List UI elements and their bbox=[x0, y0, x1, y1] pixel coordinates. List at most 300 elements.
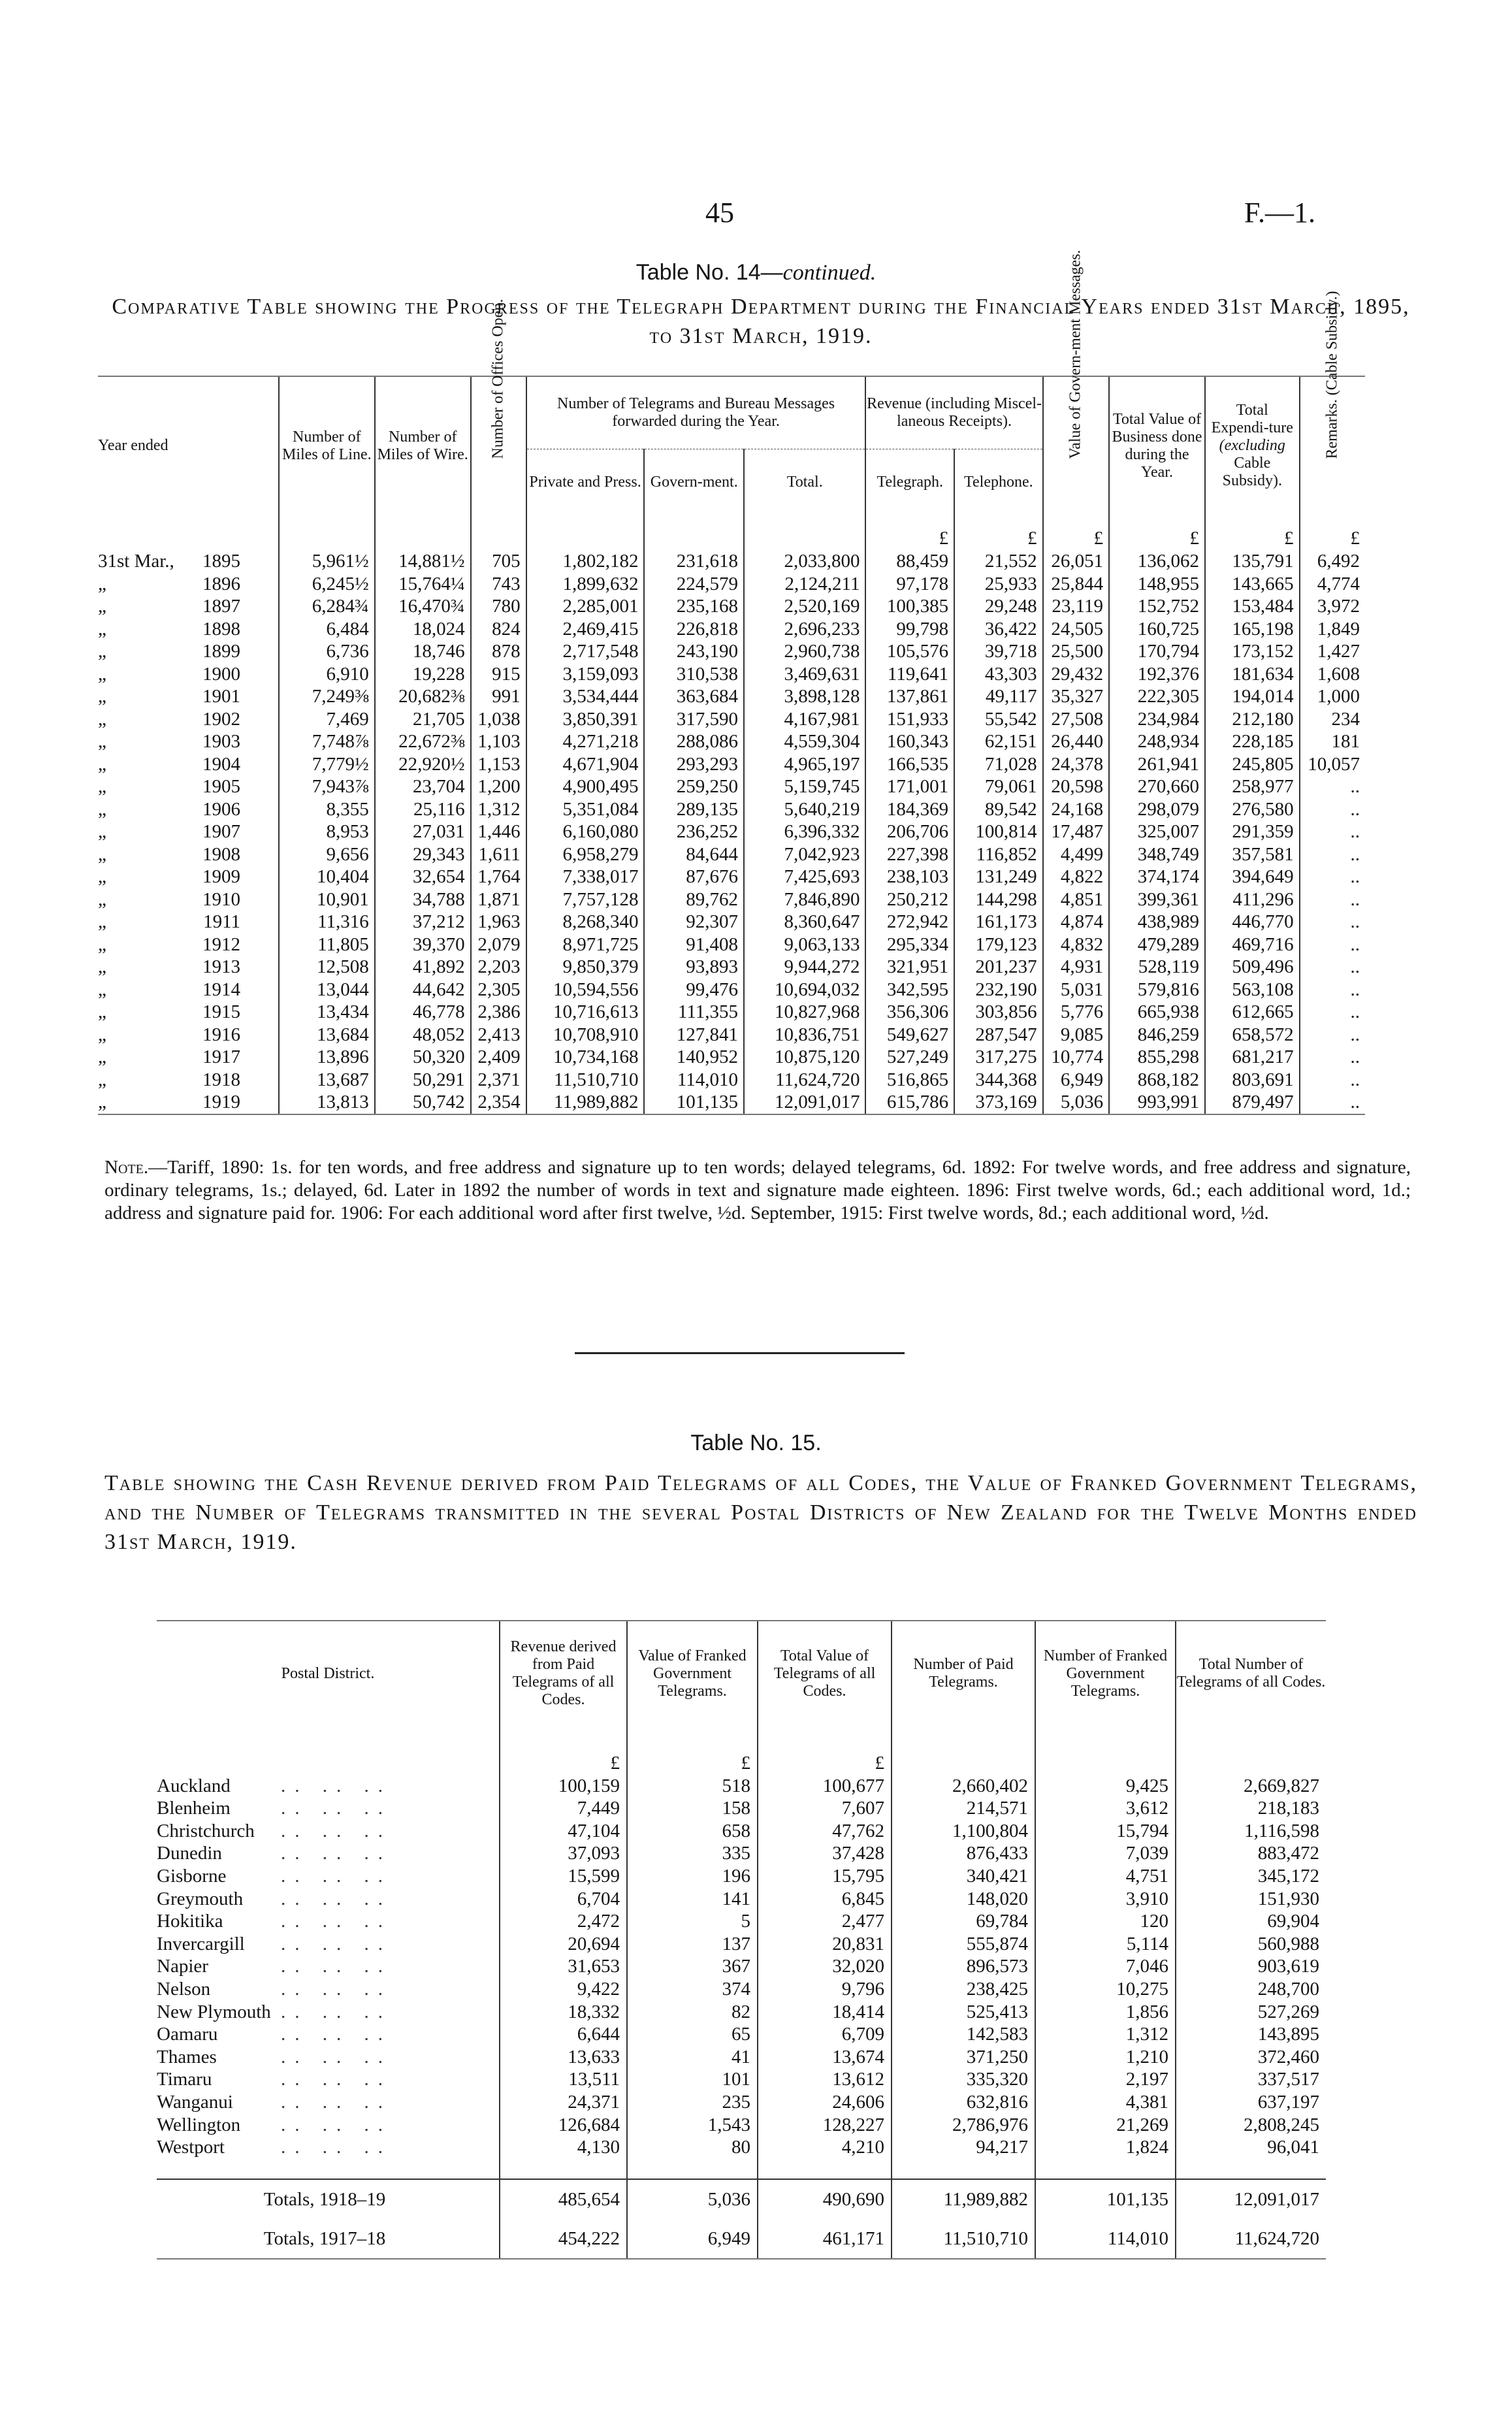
table-row bbox=[98, 933, 1365, 956]
cell-tn: 143,895 bbox=[1176, 2023, 1326, 2046]
cell-pn: 2,786,976 bbox=[892, 2114, 1035, 2137]
cell-fv: 80 bbox=[627, 2136, 758, 2179]
header-total-value: Total Value of Telegrams of all Codes. bbox=[758, 1621, 892, 1726]
cell-rm: .. bbox=[1300, 911, 1365, 933]
year-value: 1903 bbox=[202, 731, 240, 752]
cell-fn: 1,210 bbox=[1035, 2046, 1176, 2069]
cell-gv: 84,644 bbox=[644, 843, 744, 866]
leader-dots: .. .. .. bbox=[281, 1843, 392, 1864]
table-row bbox=[98, 753, 1365, 776]
cell-tt: 10,875,120 bbox=[744, 1046, 865, 1069]
header-expenditure-text: Total Expendi-ture bbox=[1211, 402, 1293, 436]
cell-fv: 41 bbox=[627, 2046, 758, 2069]
year-value: 1900 bbox=[202, 663, 240, 685]
totals-rv: 485,654 bbox=[500, 2179, 627, 2219]
page-number: 45 bbox=[705, 197, 734, 229]
cell-rm: .. bbox=[1300, 820, 1365, 843]
cell-rm: 4,774 bbox=[1300, 573, 1365, 596]
cell-tg: 166,535 bbox=[865, 753, 954, 776]
cell-fn: 9,425 bbox=[1035, 1775, 1176, 1798]
header-district: Postal District. bbox=[157, 1621, 500, 1726]
cell-mw: 50,742 bbox=[375, 1091, 471, 1114]
cell-pr: 2,717,548 bbox=[526, 640, 645, 663]
cell-tt: 10,827,968 bbox=[744, 1001, 865, 1024]
table-row bbox=[98, 595, 1365, 618]
table14-note bbox=[105, 1156, 1411, 1225]
year-value: 1908 bbox=[202, 843, 240, 865]
cell-bu: 528,119 bbox=[1109, 956, 1205, 979]
cell-ex: 658,572 bbox=[1205, 1024, 1300, 1046]
year-month: „ bbox=[98, 641, 106, 662]
pound-sign: £ bbox=[1109, 515, 1205, 550]
cell-fv: 141 bbox=[627, 1888, 758, 1911]
cell-mw: 18,746 bbox=[375, 640, 471, 663]
cell-gv: 231,618 bbox=[644, 550, 744, 573]
cell-of: 743 bbox=[471, 573, 526, 596]
totals-fn: 101,135 bbox=[1035, 2179, 1176, 2219]
year-month: „ bbox=[98, 843, 106, 865]
cell-gv: 87,676 bbox=[644, 866, 744, 888]
cell-pr: 8,971,725 bbox=[526, 933, 645, 956]
year-month: „ bbox=[98, 911, 106, 932]
note-text: —Tariff, 1890: 1s. for ten words, and free address and signature up to ten words; delayed telegrams, 6d. 1892: For twelve words, and free address and signature, ordinary telegrams, 1s.; delayed, 6d. Later in 1892 the number of words in text and signature made eighteen. 1896: First twelve words, 6d.; each additional word, 1d.; address and signature paid for. 1906: For each additional word after first twelve, ½d. September, 1915: First twelve words, 8d.; each additional word, ½d. bbox=[105, 1157, 1411, 1223]
cell-tt: 12,091,017 bbox=[744, 1091, 865, 1114]
district-cell bbox=[157, 1797, 500, 1820]
cell-tp: 71,028 bbox=[954, 753, 1043, 776]
cell-ex: 245,805 bbox=[1205, 753, 1300, 776]
table-row bbox=[98, 1069, 1365, 1092]
year-value: 1907 bbox=[202, 821, 240, 842]
district-cell bbox=[157, 1955, 500, 1978]
cell-gv: 289,135 bbox=[644, 798, 744, 821]
cell-gv: 111,355 bbox=[644, 1001, 744, 1024]
cell-pn: 2,660,402 bbox=[892, 1775, 1035, 1798]
cell-tg: 356,306 bbox=[865, 1001, 954, 1024]
totals-tv: 490,690 bbox=[758, 2179, 892, 2219]
cell-mw: 37,212 bbox=[375, 911, 471, 933]
cell-tp: 232,190 bbox=[954, 979, 1043, 1001]
cell-vg: 20,598 bbox=[1043, 775, 1109, 798]
cell-fn: 3,910 bbox=[1035, 1888, 1176, 1911]
cell-bu: 248,934 bbox=[1109, 730, 1205, 753]
page-reference: F.—1. bbox=[1244, 197, 1315, 229]
cell-bu: 148,955 bbox=[1109, 573, 1205, 596]
cell-gv: 259,250 bbox=[644, 775, 744, 798]
cell-mw: 50,320 bbox=[375, 1046, 471, 1069]
cell-mw: 50,291 bbox=[375, 1069, 471, 1092]
cell-tt: 2,520,169 bbox=[744, 595, 865, 618]
cell-pr: 4,271,218 bbox=[526, 730, 645, 753]
cell-ml: 6,910 bbox=[279, 663, 375, 686]
cell-tg: 238,103 bbox=[865, 866, 954, 888]
year-month: „ bbox=[98, 979, 106, 1000]
cell-of: 2,354 bbox=[471, 1091, 526, 1114]
cell-of: 915 bbox=[471, 663, 526, 686]
cell-fv: 137 bbox=[627, 1933, 758, 1956]
year-value: 1914 bbox=[202, 979, 240, 1000]
cell-tv: 18,414 bbox=[758, 2001, 892, 2024]
cell-of: 824 bbox=[471, 618, 526, 641]
year-month: „ bbox=[98, 708, 106, 730]
table14-title-text: Table No. 14— bbox=[635, 260, 783, 285]
cell-pr: 7,338,017 bbox=[526, 866, 645, 888]
totals-pn: 11,989,882 bbox=[892, 2179, 1035, 2219]
cell-bu: 136,062 bbox=[1109, 550, 1205, 573]
cell-pn: 876,433 bbox=[892, 1842, 1035, 1865]
cell-of: 1,103 bbox=[471, 730, 526, 753]
cell-tp: 131,249 bbox=[954, 866, 1043, 888]
district-name: Auckland bbox=[157, 1775, 231, 1796]
cell-ml: 7,943⅞ bbox=[279, 775, 375, 798]
cell-bu: 160,725 bbox=[1109, 618, 1205, 641]
cell-tp: 161,173 bbox=[954, 911, 1043, 933]
header-miles-wire: Number of Miles of Wire. bbox=[375, 376, 471, 515]
cell-tp: 79,061 bbox=[954, 775, 1043, 798]
cell-tv: 6,709 bbox=[758, 2023, 892, 2046]
table14-caption: Comparative Table showing the Progress of the Telegraph Department during the Financial Years ended 31st March, 1895, to 31st March, 1919. bbox=[112, 295, 1410, 348]
cell-of: 2,371 bbox=[471, 1069, 526, 1092]
header-expenditure-rest: Cable Subsidy). bbox=[1222, 455, 1282, 489]
cell-vg: 4,499 bbox=[1043, 843, 1109, 866]
cell-pr: 3,850,391 bbox=[526, 708, 645, 731]
cell-ml: 12,508 bbox=[279, 956, 375, 979]
cell-tv: 6,845 bbox=[758, 1888, 892, 1911]
table-row bbox=[98, 663, 1365, 686]
year-month: „ bbox=[98, 776, 106, 797]
year-cell bbox=[98, 573, 279, 596]
header-revenue: Revenue derived from Paid Telegrams of all Codes. bbox=[500, 1621, 627, 1726]
cell-vg: 6,949 bbox=[1043, 1069, 1109, 1092]
cell-rv: 7,449 bbox=[500, 1797, 627, 1820]
cell-rm: .. bbox=[1300, 843, 1365, 866]
year-value: 1904 bbox=[202, 753, 240, 775]
district-cell bbox=[157, 2023, 500, 2046]
cell-tv: 13,674 bbox=[758, 2046, 892, 2069]
year-cell bbox=[98, 1046, 279, 1069]
cell-bu: 868,182 bbox=[1109, 1069, 1205, 1092]
cell-fn: 4,381 bbox=[1035, 2091, 1176, 2114]
district-cell bbox=[157, 1842, 500, 1865]
cell-tt: 5,640,219 bbox=[744, 798, 865, 821]
pound-sign: £ bbox=[1205, 515, 1300, 550]
year-value: 1899 bbox=[202, 641, 240, 662]
totals-fv: 6,949 bbox=[627, 2219, 758, 2259]
header-revenue-group: Revenue (including Miscel-laneous Receipts). bbox=[865, 376, 1042, 449]
year-cell bbox=[98, 595, 279, 618]
year-value: 1896 bbox=[202, 573, 240, 594]
cell-of: 1,200 bbox=[471, 775, 526, 798]
pound-sign: £ bbox=[865, 515, 954, 550]
cell-pr: 9,850,379 bbox=[526, 956, 645, 979]
totals-label: Totals, 1917–18 bbox=[157, 2219, 500, 2259]
year-cell bbox=[98, 933, 279, 956]
cell-of: 1,611 bbox=[471, 843, 526, 866]
cell-ex: 228,185 bbox=[1205, 730, 1300, 753]
year-cell bbox=[98, 843, 279, 866]
cell-tp: 287,547 bbox=[954, 1024, 1043, 1046]
cell-tn: 527,269 bbox=[1176, 2001, 1326, 2024]
table-row bbox=[98, 956, 1365, 979]
cell-gv: 293,293 bbox=[644, 753, 744, 776]
cell-pr: 4,900,495 bbox=[526, 775, 645, 798]
cell-tt: 4,965,197 bbox=[744, 753, 865, 776]
cell-vg: 25,844 bbox=[1043, 573, 1109, 596]
cell-tg: 160,343 bbox=[865, 730, 954, 753]
cell-ex: 446,770 bbox=[1205, 911, 1300, 933]
table14-title bbox=[0, 260, 1512, 285]
cell-gv: 91,408 bbox=[644, 933, 744, 956]
cell-gv: 140,952 bbox=[644, 1046, 744, 1069]
year-value: 1895 bbox=[202, 551, 240, 572]
cell-tp: 29,248 bbox=[954, 595, 1043, 618]
cell-rm: .. bbox=[1300, 933, 1365, 956]
cell-gv: 114,010 bbox=[644, 1069, 744, 1092]
table-row bbox=[98, 618, 1365, 641]
cell-pn: 340,421 bbox=[892, 1865, 1035, 1888]
header-remarks bbox=[1300, 291, 1365, 515]
header-franked-value: Value of Franked Government Telegrams. bbox=[627, 1621, 758, 1726]
cell-gv: 363,684 bbox=[644, 685, 744, 708]
year-cell bbox=[98, 730, 279, 753]
cell-ex: 165,198 bbox=[1205, 618, 1300, 641]
cell-rm: .. bbox=[1300, 1091, 1365, 1114]
cell-tn: 903,619 bbox=[1176, 1955, 1326, 1978]
cell-ex: 291,359 bbox=[1205, 820, 1300, 843]
cell-of: 1,871 bbox=[471, 888, 526, 911]
cell-tv: 128,227 bbox=[758, 2114, 892, 2137]
cell-bu: 438,989 bbox=[1109, 911, 1205, 933]
cell-ml: 13,044 bbox=[279, 979, 375, 1001]
cell-vg: 4,851 bbox=[1043, 888, 1109, 911]
leader-dots: .. .. .. bbox=[281, 2069, 392, 2090]
cell-gv: 236,252 bbox=[644, 820, 744, 843]
cell-tp: 373,169 bbox=[954, 1091, 1043, 1114]
cell-pn: 371,250 bbox=[892, 2046, 1035, 2069]
table-row bbox=[98, 775, 1365, 798]
cell-tg: 227,398 bbox=[865, 843, 954, 866]
table-row bbox=[98, 888, 1365, 911]
cell-ml: 13,687 bbox=[279, 1069, 375, 1092]
year-value: 1917 bbox=[202, 1046, 240, 1067]
cell-gv: 101,135 bbox=[644, 1091, 744, 1114]
cell-tn: 345,172 bbox=[1176, 1865, 1326, 1888]
cell-bu: 152,752 bbox=[1109, 595, 1205, 618]
cell-fv: 5 bbox=[627, 1910, 758, 1933]
cell-pr: 7,757,128 bbox=[526, 888, 645, 911]
cell-tg: 250,212 bbox=[865, 888, 954, 911]
year-value: 1915 bbox=[202, 1001, 240, 1022]
table-row bbox=[157, 1888, 1326, 1911]
table-row bbox=[98, 640, 1365, 663]
cell-tv: 20,831 bbox=[758, 1933, 892, 1956]
table15-caption: Table showing the Cash Revenue derived from Paid Telegrams of all Codes, the Value of Franked Government Telegrams, and the Number of Telegrams transmitted in the several Postal Districts of New Zealand for the Twelve Months ended 31st March, 1919. bbox=[105, 1471, 1417, 1554]
cell-gv: 99,476 bbox=[644, 979, 744, 1001]
header-telegraph: Telegraph. bbox=[865, 449, 954, 515]
district-name: New Plymouth bbox=[157, 2001, 271, 2022]
cell-mw: 23,704 bbox=[375, 775, 471, 798]
cell-of: 1,764 bbox=[471, 866, 526, 888]
header-gov-value-text: Value of Govern-ment Messages. bbox=[1067, 250, 1084, 459]
cell-rm: 6,492 bbox=[1300, 550, 1365, 573]
cell-pn: 335,320 bbox=[892, 2068, 1035, 2091]
cell-of: 2,409 bbox=[471, 1046, 526, 1069]
cell-bu: 348,749 bbox=[1109, 843, 1205, 866]
cell-tp: 49,117 bbox=[954, 685, 1043, 708]
cell-of: 878 bbox=[471, 640, 526, 663]
header-offices-text: Number of Offices Open. bbox=[489, 299, 507, 459]
district-name: Invercargill bbox=[157, 1933, 245, 1954]
year-month: „ bbox=[98, 731, 106, 752]
table-row bbox=[98, 685, 1365, 708]
cell-tg: 105,576 bbox=[865, 640, 954, 663]
cell-mw: 27,031 bbox=[375, 820, 471, 843]
year-month: „ bbox=[98, 866, 106, 887]
cell-ex: 143,665 bbox=[1205, 573, 1300, 596]
district-name: Blenheim bbox=[157, 1798, 231, 1819]
cell-vg: 4,832 bbox=[1043, 933, 1109, 956]
cell-rm: 1,000 bbox=[1300, 685, 1365, 708]
year-value: 1919 bbox=[202, 1092, 240, 1112]
year-month: „ bbox=[98, 798, 106, 820]
header-gov-value bbox=[1043, 250, 1109, 515]
cell-ex: 469,716 bbox=[1205, 933, 1300, 956]
totals-rv: 454,222 bbox=[500, 2219, 627, 2259]
cell-tt: 9,944,272 bbox=[744, 956, 865, 979]
cell-pn: 238,425 bbox=[892, 1978, 1035, 2001]
cell-of: 1,312 bbox=[471, 798, 526, 821]
cell-tg: 615,786 bbox=[865, 1091, 954, 1114]
cell-gv: 93,893 bbox=[644, 956, 744, 979]
cell-tg: 272,942 bbox=[865, 911, 954, 933]
cell-vg: 25,500 bbox=[1043, 640, 1109, 663]
cell-rv: 24,371 bbox=[500, 2091, 627, 2114]
cell-tn: 2,808,245 bbox=[1176, 2114, 1326, 2137]
cell-fn: 10,275 bbox=[1035, 1978, 1176, 2001]
cell-bu: 399,361 bbox=[1109, 888, 1205, 911]
cell-fv: 374 bbox=[627, 1978, 758, 2001]
district-cell bbox=[157, 1910, 500, 1933]
cell-fn: 21,269 bbox=[1035, 2114, 1176, 2137]
cell-tt: 10,694,032 bbox=[744, 979, 865, 1001]
year-value: 1910 bbox=[202, 888, 240, 910]
table-row bbox=[157, 1820, 1326, 1843]
cell-pn: 632,816 bbox=[892, 2091, 1035, 2114]
year-month: „ bbox=[98, 573, 106, 594]
leader-dots: .. .. .. bbox=[281, 2114, 392, 2135]
year-month: „ bbox=[98, 753, 106, 775]
cell-of: 1,038 bbox=[471, 708, 526, 731]
table-row bbox=[157, 1933, 1326, 1956]
year-cell bbox=[98, 1001, 279, 1024]
cell-tt: 7,846,890 bbox=[744, 888, 865, 911]
cell-ml: 6,245½ bbox=[279, 573, 375, 596]
cell-tn: 2,669,827 bbox=[1176, 1775, 1326, 1798]
cell-ex: 173,152 bbox=[1205, 640, 1300, 663]
cell-vg: 9,085 bbox=[1043, 1024, 1109, 1046]
cell-pr: 3,534,444 bbox=[526, 685, 645, 708]
district-cell bbox=[157, 2001, 500, 2024]
cell-bu: 270,660 bbox=[1109, 775, 1205, 798]
cell-fv: 196 bbox=[627, 1865, 758, 1888]
year-value: 1912 bbox=[202, 933, 240, 955]
cell-vg: 27,508 bbox=[1043, 708, 1109, 731]
cell-ml: 5,961½ bbox=[279, 550, 375, 573]
cell-ml: 8,355 bbox=[279, 798, 375, 821]
cell-tp: 89,542 bbox=[954, 798, 1043, 821]
cell-ex: 153,484 bbox=[1205, 595, 1300, 618]
cell-tn: 248,700 bbox=[1176, 1978, 1326, 2001]
year-value: 1898 bbox=[202, 618, 240, 640]
cell-vg: 5,031 bbox=[1043, 979, 1109, 1001]
district-cell bbox=[157, 1888, 500, 1911]
cell-pr: 10,708,910 bbox=[526, 1024, 645, 1046]
cell-ex: 276,580 bbox=[1205, 798, 1300, 821]
cell-pn: 69,784 bbox=[892, 1910, 1035, 1933]
year-month: „ bbox=[98, 618, 106, 640]
cell-ex: 803,691 bbox=[1205, 1069, 1300, 1092]
district-name: Dunedin bbox=[157, 1843, 222, 1864]
cell-tg: 100,385 bbox=[865, 595, 954, 618]
cell-bu: 234,984 bbox=[1109, 708, 1205, 731]
year-month: „ bbox=[98, 1092, 106, 1112]
table-row bbox=[98, 1091, 1365, 1114]
cell-rm: .. bbox=[1300, 1001, 1365, 1024]
cell-ml: 13,896 bbox=[279, 1046, 375, 1069]
table-row bbox=[157, 1978, 1326, 2001]
cell-tp: 55,542 bbox=[954, 708, 1043, 731]
header-business: Total Value of Business done during the Year. bbox=[1109, 376, 1205, 515]
cell-rv: 6,704 bbox=[500, 1888, 627, 1911]
cell-mw: 41,892 bbox=[375, 956, 471, 979]
cell-tn: 883,472 bbox=[1176, 1842, 1326, 1865]
table-row bbox=[157, 1955, 1326, 1978]
cell-rm: 181 bbox=[1300, 730, 1365, 753]
year-month: „ bbox=[98, 956, 106, 977]
cell-gv: 127,841 bbox=[644, 1024, 744, 1046]
cell-fv: 158 bbox=[627, 1797, 758, 1820]
cell-gv: 310,538 bbox=[644, 663, 744, 686]
cell-rm: .. bbox=[1300, 798, 1365, 821]
district-name: Christchurch bbox=[157, 1820, 255, 1841]
table-row bbox=[157, 2046, 1326, 2069]
cell-pn: 214,571 bbox=[892, 1797, 1035, 1820]
cell-rm: .. bbox=[1300, 1024, 1365, 1046]
cell-tt: 2,960,738 bbox=[744, 640, 865, 663]
cell-rv: 2,472 bbox=[500, 1910, 627, 1933]
leader-dots: .. .. .. bbox=[281, 2046, 392, 2067]
section-divider bbox=[575, 1352, 905, 1354]
cell-ex: 212,180 bbox=[1205, 708, 1300, 731]
cell-fv: 235 bbox=[627, 2091, 758, 2114]
cell-rv: 6,644 bbox=[500, 2023, 627, 2046]
year-month: „ bbox=[98, 663, 106, 685]
cell-tn: 637,197 bbox=[1176, 2091, 1326, 2114]
header-total: Total. bbox=[744, 449, 865, 515]
cell-tv: 24,606 bbox=[758, 2091, 892, 2114]
table-row bbox=[98, 550, 1365, 573]
cell-pr: 1,802,182 bbox=[526, 550, 645, 573]
cell-fn: 5,114 bbox=[1035, 1933, 1176, 1956]
table-row bbox=[98, 979, 1365, 1001]
totals-fn: 114,010 bbox=[1035, 2219, 1176, 2259]
cell-tg: 88,459 bbox=[865, 550, 954, 573]
cell-mw: 15,764¼ bbox=[375, 573, 471, 596]
year-cell bbox=[98, 618, 279, 641]
leader-dots: .. .. .. bbox=[281, 2137, 392, 2158]
year-cell bbox=[98, 708, 279, 731]
leader-dots: .. .. .. bbox=[281, 1978, 392, 2000]
year-value: 1897 bbox=[202, 596, 240, 617]
